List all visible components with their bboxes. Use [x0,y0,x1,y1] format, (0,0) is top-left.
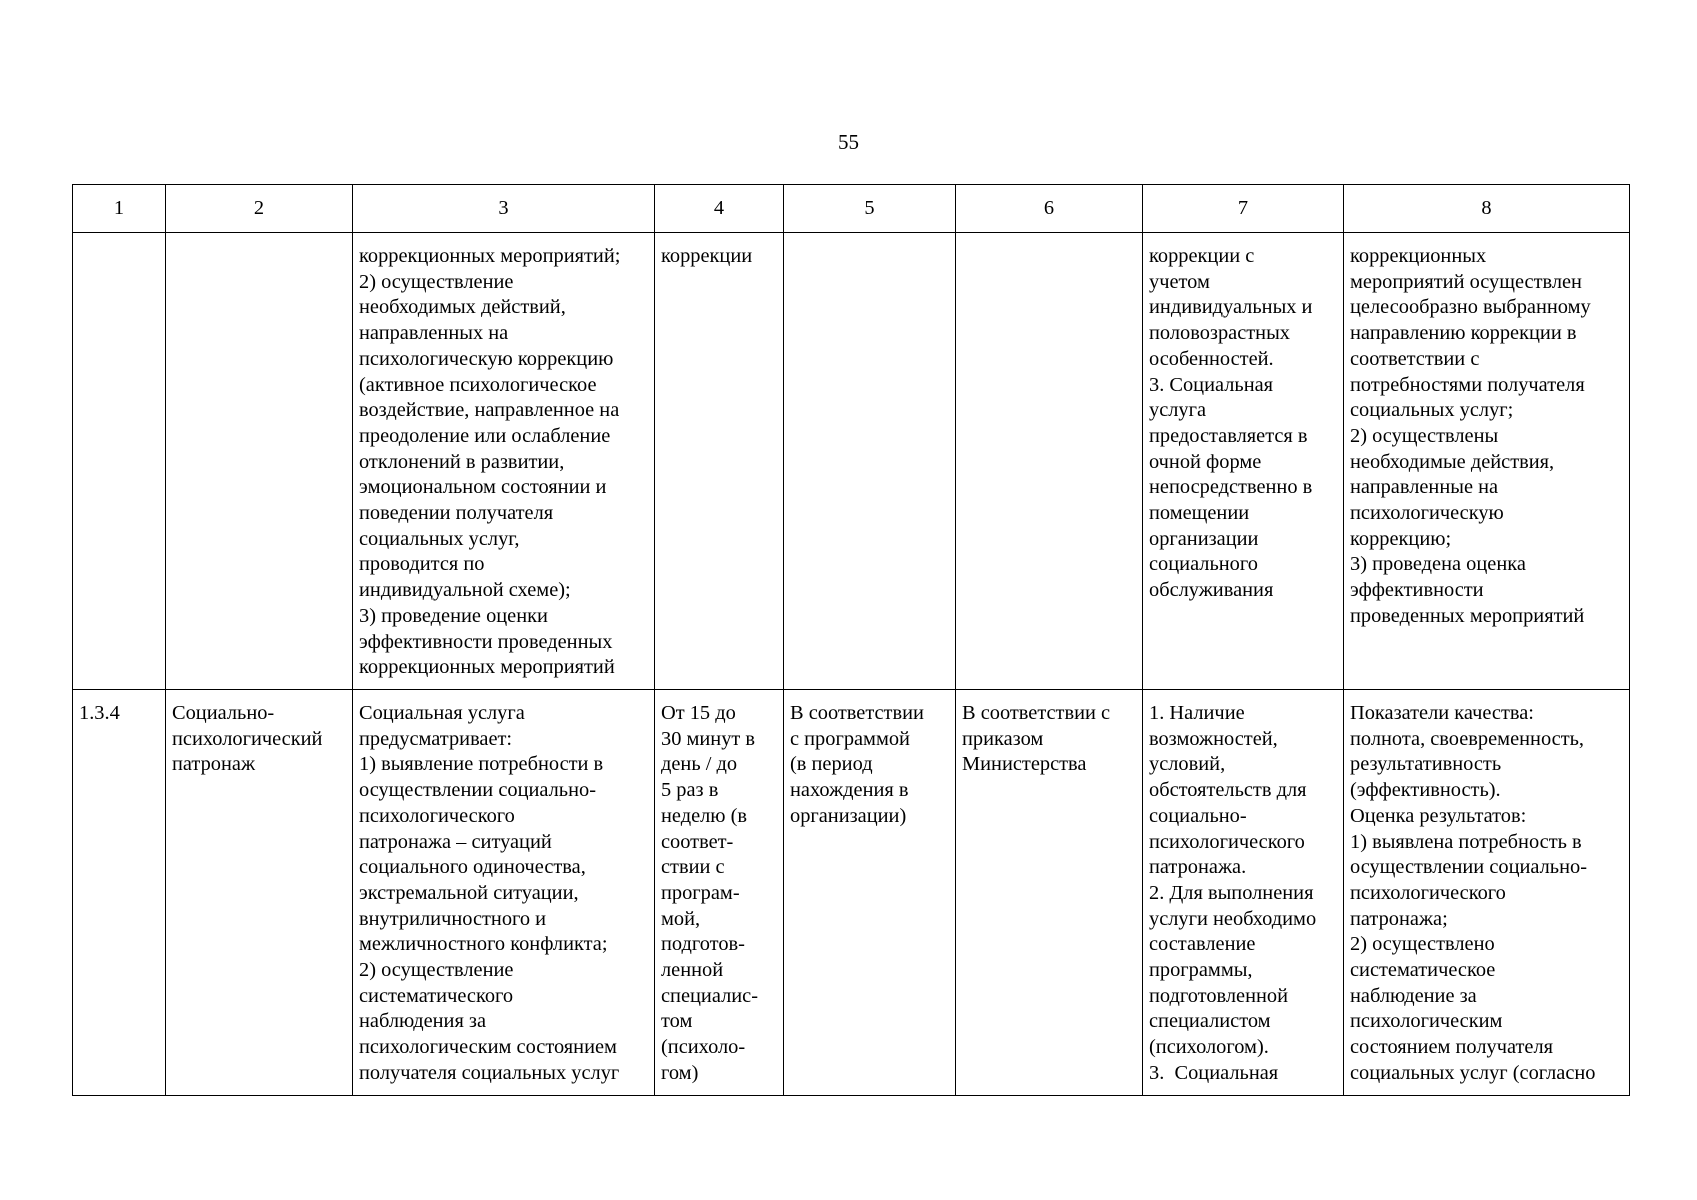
table-header-row [73,185,1630,233]
services-table [72,184,1630,1096]
column-header: 6 [956,185,1143,233]
page-number: 55 [838,130,859,154]
cell-text: коррекции [661,245,753,267]
table-cell [655,233,784,690]
table-cell [784,690,956,1096]
cell-text: Социально- психологический патронаж [172,702,323,776]
table-cell [353,690,655,1096]
table-cell [1344,690,1630,1096]
cell-text: От 15 до 30 минут в день / до 5 раз в неделю (в соответ- ствии с програм- мой, подготов- ленной специалис- том (психоло- гом) [661,702,758,1084]
table-cell [166,690,353,1096]
cell-text: коррекции с учетом индивидуальных и половозрастных особенностей. 3. Социальная услуга предоставляется в очной форме непосредственно в помещении организации социального обслуживания [1149,245,1313,602]
table-cell [784,233,956,690]
table-cell [956,233,1143,690]
cell-text: Показатели качества: полнота, своевременность, результативность (эффективность). Оценка результатов: 1) выявлена потребность в осуществлении социально- психологического патронажа; 2) осуществлено систематическое наблюдение за психологическим состоянием получателя социальных услуг (согласно [1350,702,1596,1084]
table-cell [73,690,166,1096]
table-cell [1344,233,1630,690]
column-header: 2 [166,185,353,233]
table-cell [1143,233,1344,690]
table-cell [956,690,1143,1096]
cell-text: 1. Наличие возможностей, условий, обстоятельств для социально- психологического патронажа. 2. Для выполнения услуги необходимо составление программы, подготовленной специалистом (психологом). 3. Социальная [1149,702,1317,1084]
column-header: 1 [73,185,166,233]
column-header: 4 [655,185,784,233]
column-header: 8 [1344,185,1630,233]
cell-text: коррекционных мероприятий; 2) осуществление необходимых действий, направленных на психологическую коррекцию (активное психологическое воздействие, направленное на преодоление или ослабление отклонений в развитии, эмоциональном состоянии и поведении получателя социальных услуг, проводится по индивидуальной схеме); 3) проведение оценки эффективности проведенных коррекционных мероприятий [359,245,621,679]
cell-text: В соответствии с приказом Министерства [962,702,1111,776]
cell-text: 1.3.4 [79,702,120,724]
table-cell [166,233,353,690]
cell-text [166,233,352,244]
cell-text: Социальная услуга предусматривает: 1) выявление потребности в осуществлении социально- психологического патронажа – ситуаций социального одиночества, экстремальной ситуации, внутриличностного и межличностного конфликта; 2) осуществление систематического наблюдения за психологическим состоянием получателя социальных услуг [359,702,620,1084]
cell-text [73,233,165,244]
table-row-continued [73,233,1630,690]
cell-text [956,233,1142,244]
cell-text: коррекционных мероприятий осуществлен целесообразно выбранному направлению коррекции в соответствии с потребностями получателя социальных услуг; 2) осуществлены необходимые действия, направленные на психологическую коррекцию; 3) проведена оценка эффективности проведенных мероприятий [1350,245,1591,627]
table-row-1-3-4 [73,690,1630,1096]
column-header: 7 [1143,185,1344,233]
table-cell [1143,690,1344,1096]
cell-text: В соответствии с программой (в период нахождения в организации) [790,702,924,827]
table-cell [655,690,784,1096]
column-header: 3 [353,185,655,233]
cell-text [784,233,955,244]
table-cell [353,233,655,690]
table-cell [73,233,166,690]
column-header: 5 [784,185,956,233]
